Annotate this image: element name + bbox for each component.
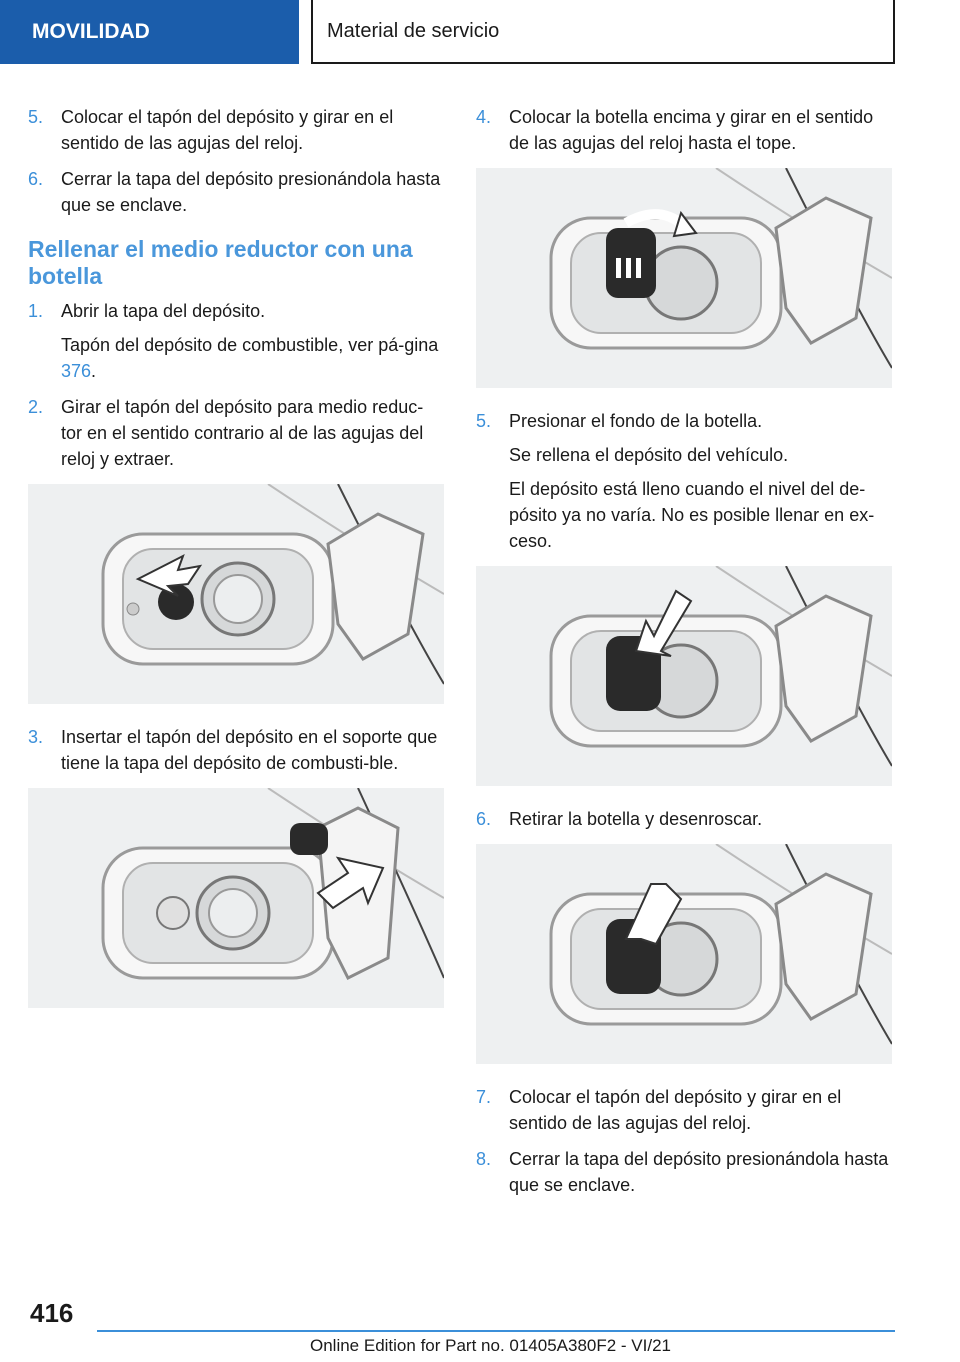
- step-text: Colocar la botella encima y girar en el sentido de las agujas del reloj hasta el tope.: [509, 107, 874, 153]
- step-item: [28, 166, 444, 218]
- step-item: [476, 1084, 892, 1136]
- step-item: [476, 408, 892, 554]
- page-number: 416: [30, 1298, 74, 1328]
- page-reference-link[interactable]: 376: [61, 361, 92, 381]
- fuel-flap-illustration: [476, 566, 892, 786]
- fuel-flap-illustration: [28, 788, 444, 1008]
- illustration-store-cap: [28, 788, 444, 1008]
- illustration-press-bottle: [476, 566, 892, 786]
- step-text: Presionar el fondo de la botella.: [509, 411, 763, 431]
- step-number: 6.: [476, 809, 492, 829]
- step-item: [476, 806, 892, 832]
- step-note: Se rellena el depósito del vehículo.: [509, 445, 789, 465]
- step-number: 5.: [476, 411, 492, 431]
- step-number: 7.: [476, 1087, 492, 1107]
- step-text: Colocar el tapón del depósito y girar en el sentido de las agujas del reloj.: [61, 107, 394, 153]
- footer-divider: [97, 1330, 895, 1332]
- step-number: 1.: [28, 301, 44, 321]
- step-text: Cerrar la tapa del depósito presionándola hasta que se enclave.: [61, 169, 441, 215]
- step-number: 5.: [28, 107, 44, 127]
- illustration-mount-bottle: [476, 168, 892, 388]
- step-item: [28, 298, 444, 384]
- left-column: [28, 104, 444, 1028]
- step-item: [28, 104, 444, 156]
- step-number: 2.: [28, 397, 44, 417]
- step-item: [476, 104, 892, 156]
- step-text: Cerrar la tapa del depósito presionándola hasta que se enclave.: [509, 1149, 889, 1195]
- step-text: Girar el tapón del depósito para medio reduc-tor en el sentido contrario al de las agujas del reloj y extraer.: [61, 397, 424, 469]
- step-text: Abrir la tapa del depósito.: [61, 301, 266, 321]
- step-number: 8.: [476, 1149, 492, 1169]
- footer-edition: Online Edition for Part no. 01405A380F2 - VI/21: [310, 1336, 672, 1355]
- step-note: [61, 332, 444, 384]
- step-text: Retirar la botella y desenroscar.: [509, 809, 763, 829]
- step-note: El depósito está lleno cuando el nivel del de-pósito ya no varía. No es posible llenar en ex-ceso.: [509, 479, 875, 551]
- note-text: Tapón del depósito de combustible, ver pá-gina: [61, 335, 439, 355]
- step-item: [28, 724, 444, 776]
- chapter-tab: [311, 0, 895, 64]
- section-title: MOVILIDAD: [32, 20, 150, 43]
- step-text: Insertar el tapón del depósito en el soporte que tiene la tapa del depósito de combusti-ble.: [61, 727, 438, 773]
- right-column: [476, 104, 892, 1208]
- fuel-flap-illustration: [476, 168, 892, 388]
- step-item: [28, 394, 444, 472]
- section-tab: [0, 0, 299, 64]
- step-text: Colocar el tapón del depósito y girar en el sentido de las agujas del reloj.: [509, 1087, 842, 1133]
- section-heading: Rellenar el medio reductor con una botella: [28, 236, 413, 289]
- fuel-flap-illustration: [28, 484, 444, 704]
- step-number: 3.: [28, 727, 44, 747]
- step-item: [476, 1146, 892, 1198]
- illustration-remove-cap: [28, 484, 444, 704]
- chapter-title: Material de servicio: [327, 19, 500, 42]
- step-number: 6.: [28, 169, 44, 189]
- step-number: 4.: [476, 107, 492, 127]
- note-suffix: .: [91, 361, 97, 381]
- illustration-remove-bottle: [476, 844, 892, 1064]
- fuel-flap-illustration: [476, 844, 892, 1064]
